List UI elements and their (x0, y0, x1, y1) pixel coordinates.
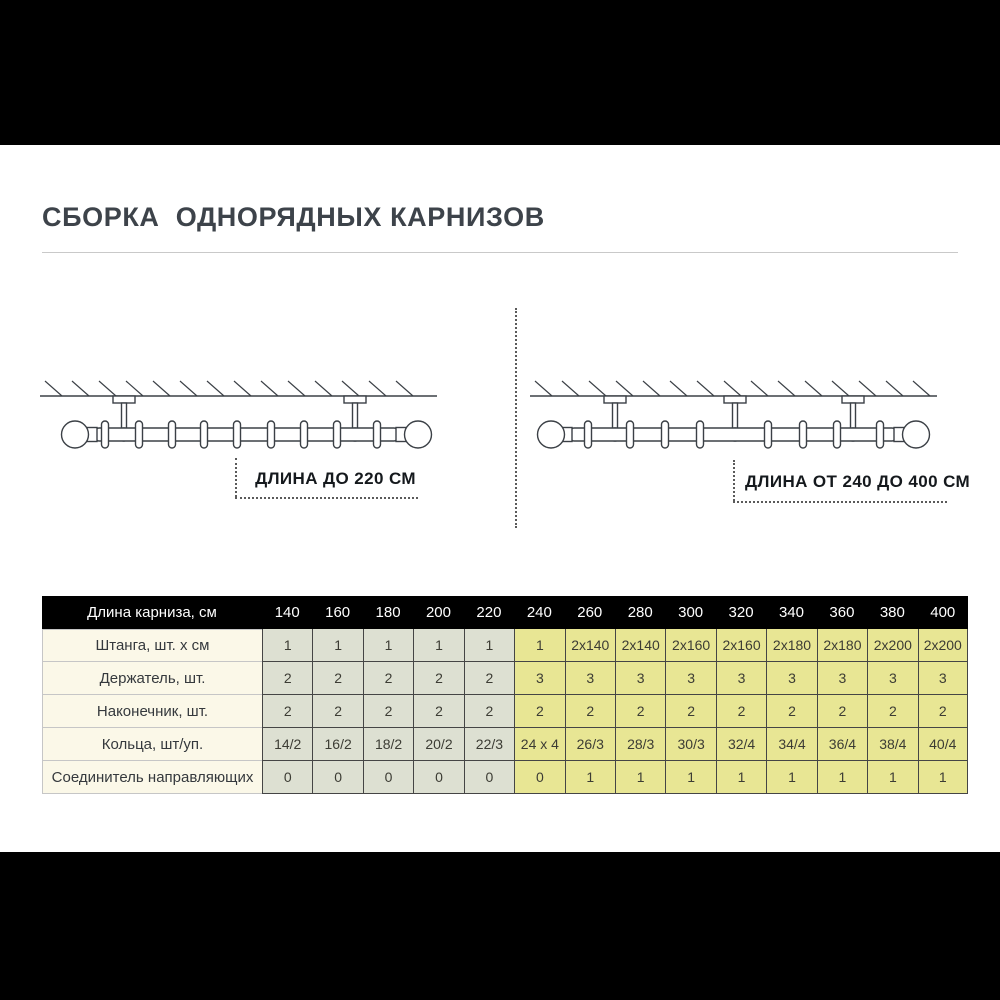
table-cell: 2х200 (918, 629, 968, 662)
table-cell: 26/3 (565, 728, 615, 761)
table-cell: 0 (514, 761, 564, 794)
table-cell: 38/4 (867, 728, 917, 761)
table-cell: 1 (413, 629, 463, 662)
finial-left (538, 421, 573, 448)
table-cell: 2х180 (766, 629, 816, 662)
column-header-280: 280 (615, 596, 665, 629)
table-cell: 2 (262, 695, 312, 728)
table-cell: 0 (464, 761, 514, 794)
table-cell: 1 (514, 629, 564, 662)
table-cell: 1 (817, 761, 867, 794)
curtain-ring (334, 421, 341, 448)
table-cell: 1 (565, 761, 615, 794)
ceiling-hatching (535, 381, 930, 396)
table-cell: 2 (413, 662, 463, 695)
diagram-caption-short: ДЛИНА ДО 220 СМ (255, 469, 416, 488)
table-cell: 0 (413, 761, 463, 794)
curtain-ring (102, 421, 109, 448)
column-header-140: 140 (262, 596, 312, 629)
table-cell: 2х180 (817, 629, 867, 662)
table-cell: 28/3 (615, 728, 665, 761)
curtain-ring (234, 421, 241, 448)
column-header-340: 340 (766, 596, 816, 629)
table-cell: 2 (413, 695, 463, 728)
table-cell: 1 (262, 629, 312, 662)
table-cell: 2 (363, 662, 413, 695)
table-row (42, 761, 968, 794)
table-cell: 1 (665, 761, 715, 794)
table-cell: 20/2 (413, 728, 463, 761)
table-cell: 2 (464, 662, 514, 695)
table-cell: 0 (363, 761, 413, 794)
row-label: Соединитель направляющих (42, 761, 262, 794)
table-cell: 3 (867, 662, 917, 695)
table-cell: 2 (665, 695, 715, 728)
table-cell: 14/2 (262, 728, 312, 761)
table-cell: 3 (716, 662, 766, 695)
table-cell: 1 (716, 761, 766, 794)
table-cell: 3 (615, 662, 665, 695)
table-cell: 1 (867, 761, 917, 794)
parts-table (42, 596, 968, 794)
table-cell: 1 (766, 761, 816, 794)
curtain-ring (627, 421, 634, 448)
ceiling-hatching (45, 381, 413, 396)
table-row (42, 629, 968, 662)
row-label: Кольца, шт/уп. (42, 728, 262, 761)
table-cell: 40/4 (918, 728, 968, 761)
table-cell: 22/3 (464, 728, 514, 761)
table-cell: 3 (514, 662, 564, 695)
table-cell: 3 (918, 662, 968, 695)
table-cell: 0 (262, 761, 312, 794)
top-letterbox-bar (0, 0, 1000, 145)
column-header-320: 320 (716, 596, 766, 629)
table-cell: 2х140 (615, 629, 665, 662)
dimension-line-vertical (733, 460, 735, 501)
curtain-ring (301, 421, 308, 448)
finial-left (62, 421, 98, 448)
curtain-ring (136, 421, 143, 448)
table-row (42, 662, 968, 695)
table-cell: 2 (514, 695, 564, 728)
bottom-letterbox-bar (0, 852, 1000, 1000)
table-cell: 30/3 (665, 728, 715, 761)
page-title: СБОРКА ОДНОРЯДНЫХ КАРНИЗОВ (42, 202, 545, 232)
table-cell: 2 (565, 695, 615, 728)
table-cell: 34/4 (766, 728, 816, 761)
table-cell: 1 (615, 761, 665, 794)
curtain-ring (268, 421, 275, 448)
table-row (42, 695, 968, 728)
table-cell: 3 (817, 662, 867, 695)
header-label-cell: Длина карниза, см (42, 596, 262, 629)
dimension-line-horizontal (733, 501, 947, 503)
table-header-row (42, 596, 968, 629)
diagram-caption-long: ДЛИНА ОТ 240 ДО 400 СМ (745, 472, 971, 491)
table-cell: 2 (766, 695, 816, 728)
column-header-220: 220 (464, 596, 514, 629)
table-cell: 2 (312, 695, 362, 728)
table-cell: 2 (716, 695, 766, 728)
column-header-400: 400 (918, 596, 968, 629)
dimension-line-horizontal (235, 497, 418, 499)
rod (571, 428, 895, 441)
table-cell: 24 х 4 (514, 728, 564, 761)
finial-right (396, 421, 432, 448)
column-header-180: 180 (363, 596, 413, 629)
curtain-ring (374, 421, 381, 448)
table-cell: 2х200 (867, 629, 917, 662)
column-header-380: 380 (867, 596, 917, 629)
table-cell: 2 (262, 662, 312, 695)
curtain-ring (800, 421, 807, 448)
row-label: Наконечник, шт. (42, 695, 262, 728)
table-cell: 2 (615, 695, 665, 728)
table-cell: 1 (312, 629, 362, 662)
curtain-ring (697, 421, 704, 448)
column-header-300: 300 (665, 596, 715, 629)
table-cell: 2 (363, 695, 413, 728)
curtain-ring (877, 421, 884, 448)
table-cell: 16/2 (312, 728, 362, 761)
curtain-ring (585, 421, 592, 448)
table-cell: 36/4 (817, 728, 867, 761)
table-cell: 2 (464, 695, 514, 728)
curtain-ring (834, 421, 841, 448)
diagram-divider-dotted-line (515, 308, 517, 528)
title-divider-line (42, 252, 958, 253)
table-cell: 2х160 (716, 629, 766, 662)
row-label: Штанга, шт. х см (42, 629, 262, 662)
row-label: Держатель, шт. (42, 662, 262, 695)
table-cell: 1 (464, 629, 514, 662)
finial-right (894, 421, 930, 448)
table-cell: 32/4 (716, 728, 766, 761)
column-header-160: 160 (312, 596, 362, 629)
table-cell: 0 (312, 761, 362, 794)
table-cell: 2х140 (565, 629, 615, 662)
table-cell: 2 (312, 662, 362, 695)
table-cell: 1 (918, 761, 968, 794)
curtain-ring (765, 421, 772, 448)
table-cell: 3 (665, 662, 715, 695)
column-header-200: 200 (413, 596, 463, 629)
table-cell: 2 (817, 695, 867, 728)
column-header-240: 240 (514, 596, 564, 629)
table-cell: 1 (363, 629, 413, 662)
curtain-ring (662, 421, 669, 448)
curtain-ring (169, 421, 176, 448)
table-cell: 2 (867, 695, 917, 728)
table-cell: 2х160 (665, 629, 715, 662)
table-cell: 18/2 (363, 728, 413, 761)
column-header-260: 260 (565, 596, 615, 629)
table-cell: 3 (565, 662, 615, 695)
table-body (42, 629, 968, 794)
curtain-ring (201, 421, 208, 448)
table-row (42, 728, 968, 761)
column-header-360: 360 (817, 596, 867, 629)
table-cell: 3 (766, 662, 816, 695)
table-cell: 2 (918, 695, 968, 728)
